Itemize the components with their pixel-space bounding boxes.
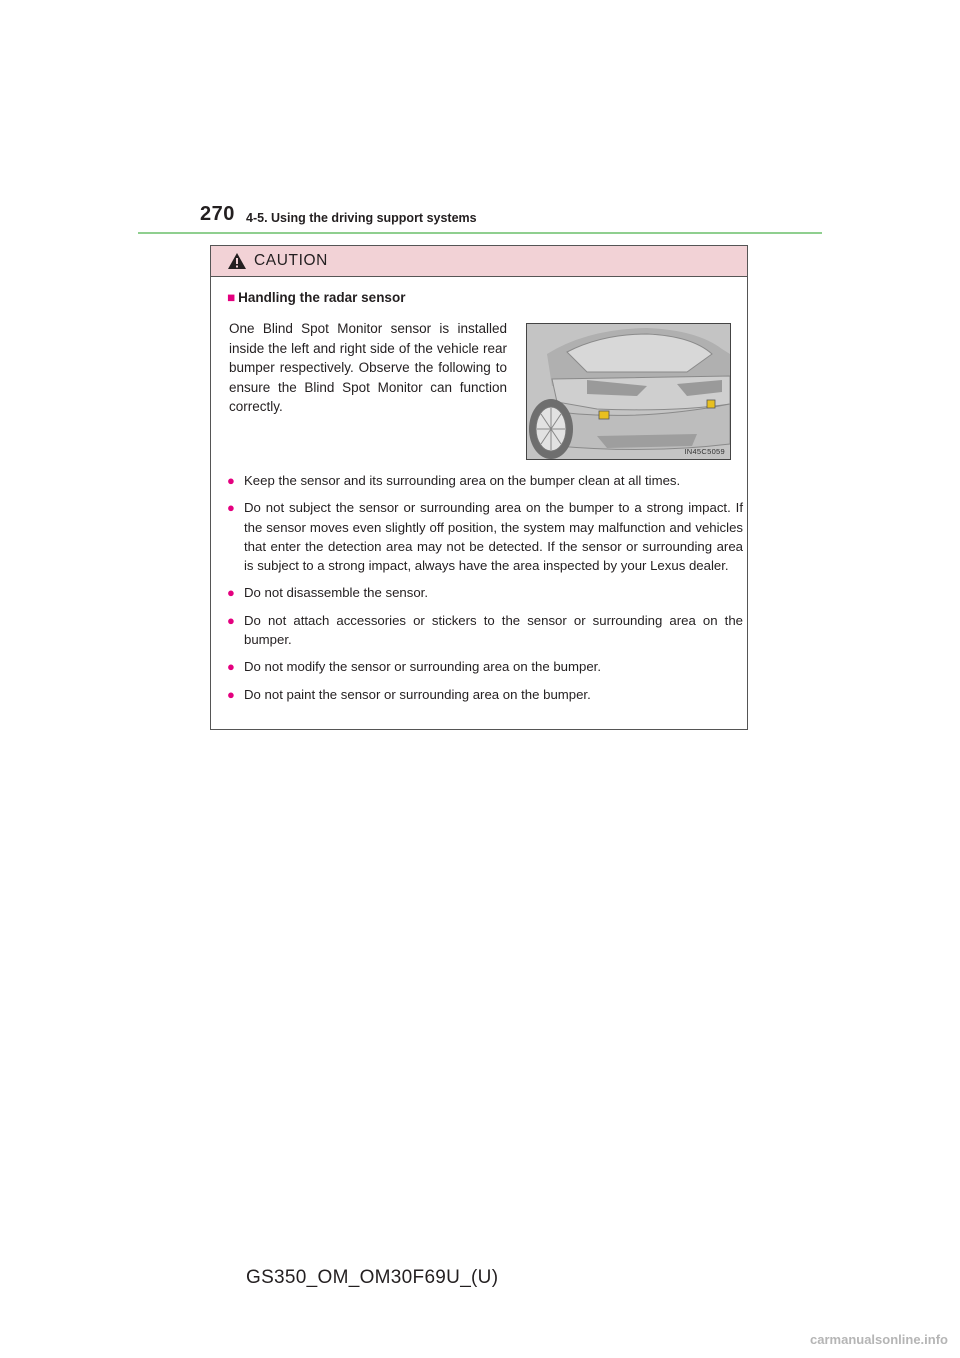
header-rule	[138, 232, 822, 234]
list-item	[227, 583, 743, 602]
list-item	[227, 657, 743, 676]
bullet-text: Do not disassemble the sensor.	[244, 585, 428, 601]
bullet-circle-icon: ●	[227, 659, 235, 675]
list-item	[227, 498, 743, 575]
bullet-text: Do not paint the sensor or surrounding area on the bumper.	[244, 686, 591, 702]
list-item	[227, 611, 743, 650]
caution-box	[210, 245, 748, 730]
caution-header	[211, 246, 747, 277]
section-title: 4-5. Using the driving support systems	[246, 211, 477, 225]
intro-paragraph: One Blind Spot Monitor sensor is installed inside the left and right side of the vehicle rear bumper respectively. Observe the following to ensure the Blind Spot Monitor can function correctly.	[229, 321, 507, 414]
caution-title: CAUTION	[254, 252, 328, 269]
bullet-circle-icon: ●	[227, 585, 235, 601]
bullet-text: Do not attach accessories or stickers to the sensor or surrounding area on the bumper.	[244, 612, 743, 648]
subheading-text: Handling the radar sensor	[238, 290, 406, 305]
bullet-text: Keep the sensor and its surrounding area on the bumper clean at all times.	[244, 473, 681, 488]
bullet-text: Do not subject the sensor or surrounding area on the bumper to a strong impact. If the sensor moves even slightly off position, the system may malfunction and vehicles that enter the detection area may not be detected. If the sensor or surrounding area is subject to a strong impact, always have the area inspected by your Lexus dealer.	[244, 500, 743, 574]
warning-triangle-icon	[227, 252, 247, 270]
watermark-link[interactable]: carmanualsonline.info	[810, 1332, 948, 1347]
bullet-circle-icon: ●	[227, 473, 235, 488]
list-item	[227, 685, 743, 704]
list-item	[227, 471, 743, 490]
caution-bullet-list	[227, 471, 743, 712]
figure-code: IN45C5059	[684, 447, 725, 456]
caution-subheading	[227, 290, 405, 305]
square-marker-icon: ■	[227, 290, 236, 305]
bullet-circle-icon: ●	[227, 500, 235, 516]
page-number: 270	[200, 203, 235, 225]
bullet-circle-icon: ●	[227, 686, 235, 702]
bullet-text: Do not modify the sensor or surrounding area on the bumper.	[244, 659, 602, 675]
document-code: GS350_OM_OM30F69U_(U)	[246, 1267, 499, 1288]
car-rear-illustration	[526, 323, 731, 460]
bullet-circle-icon: ●	[227, 612, 235, 628]
